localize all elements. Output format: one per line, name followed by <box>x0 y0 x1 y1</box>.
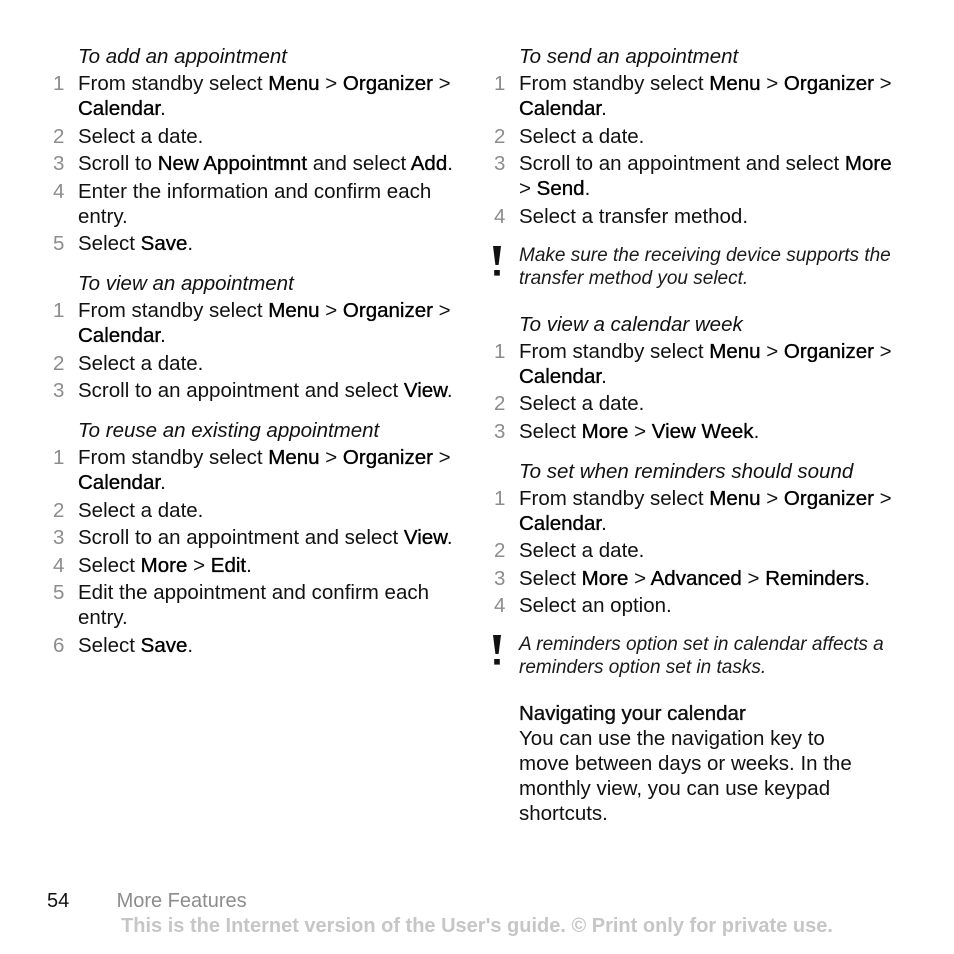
copyright-notice: This is the Internet version of the User's guide. © Print only for private use. <box>121 915 833 937</box>
ui-term: Organizer <box>783 72 874 95</box>
ui-term: Organizer <box>342 299 433 322</box>
step-item <box>50 580 460 630</box>
step-text <box>519 538 901 563</box>
step-text <box>78 445 460 495</box>
ui-term: Calendar <box>78 471 161 494</box>
ui-term: Calendar <box>519 364 602 388</box>
ui-term: Menu <box>709 72 761 95</box>
step-number: 2 <box>53 124 65 148</box>
ui-term: Calendar <box>519 97 602 120</box>
step-text-run: Select a transfer method. <box>519 204 749 228</box>
step-number: 1 <box>494 486 506 510</box>
step-item <box>50 231 460 256</box>
step-text <box>78 633 460 658</box>
step-text-run: Scroll to an appointment and select <box>519 152 845 175</box>
step-item <box>50 378 460 403</box>
step-text <box>519 124 901 149</box>
step-number: 1 <box>53 299 65 322</box>
step-text-run: . <box>160 97 166 120</box>
step-text <box>519 204 901 229</box>
ui-term: Add <box>410 152 448 175</box>
step-text-run: From standby select <box>519 72 710 95</box>
step-item <box>50 553 460 578</box>
step-item <box>50 525 460 550</box>
step-item <box>491 71 901 121</box>
step-number: 3 <box>494 152 506 175</box>
step-item <box>50 71 460 121</box>
step-text <box>78 580 460 630</box>
step-text <box>78 298 460 348</box>
step-number: 1 <box>494 339 506 363</box>
step-number: 5 <box>53 232 65 255</box>
step-number: 4 <box>53 553 65 577</box>
step-number: 2 <box>494 392 506 415</box>
step-item <box>491 124 901 149</box>
note-reminders <box>519 633 901 679</box>
step-number: 5 <box>53 581 65 604</box>
step-list <box>50 71 460 256</box>
ui-term: More <box>844 152 892 175</box>
step-text-run: > <box>319 446 343 469</box>
step-text <box>519 71 901 121</box>
step-text-run: Select <box>78 232 141 255</box>
step-number: 1 <box>494 72 506 95</box>
step-text-run: Select <box>519 566 582 590</box>
step-number: 6 <box>53 633 65 657</box>
step-text-run: > <box>760 339 784 363</box>
step-number: 3 <box>53 526 65 549</box>
step-number: 3 <box>53 152 65 175</box>
step-text-run: . <box>601 511 607 535</box>
step-text <box>519 339 901 389</box>
page-footer <box>47 889 247 913</box>
step-text-run: > <box>873 72 892 95</box>
ui-term: Menu <box>709 486 761 510</box>
section-title: To view an appointment <box>78 272 294 295</box>
step-text-run: Select <box>78 553 141 577</box>
step-text-run: Select <box>78 633 141 657</box>
ui-term: Menu <box>268 299 320 322</box>
step-list <box>491 486 901 619</box>
section-title: To set when reminders should sound <box>519 459 854 483</box>
step-list <box>491 71 901 229</box>
section-title: To send an appointment <box>519 45 739 68</box>
step-item <box>491 486 901 536</box>
step-text-run: . <box>601 97 607 120</box>
step-text-run: Select <box>519 419 582 443</box>
step-list <box>491 339 901 444</box>
section-reuse-appointment <box>50 418 460 658</box>
ui-term: More <box>581 419 629 443</box>
step-text-run: From standby select <box>519 486 710 510</box>
ui-term: View <box>403 526 447 549</box>
ui-term: Calendar <box>519 511 602 535</box>
step-text-run: > <box>519 177 537 200</box>
ui-term: Calendar <box>78 324 161 347</box>
step-text <box>78 231 460 256</box>
step-text <box>519 566 901 591</box>
ui-term: Organizer <box>342 446 433 469</box>
step-text-run: > <box>432 72 451 95</box>
step-item <box>491 538 901 563</box>
step-text <box>78 525 460 550</box>
step-number: 3 <box>53 379 65 402</box>
step-number: 4 <box>494 594 506 617</box>
right-column <box>491 44 901 826</box>
step-text-run: . <box>160 471 166 494</box>
step-text-run: From standby select <box>78 72 269 95</box>
ui-term: Save <box>140 232 188 255</box>
step-text <box>78 553 460 578</box>
paragraph-navigating: You can use the navigation key to move between days or weeks. In the monthly view, you can use keypad shortcuts. <box>519 727 852 825</box>
ui-term: Advanced <box>650 566 742 590</box>
step-text <box>78 179 460 229</box>
step-number: 4 <box>53 179 65 203</box>
ui-term: Edit <box>210 553 247 577</box>
step-text-run: From standby select <box>78 446 269 469</box>
step-item <box>491 151 901 201</box>
exclamation-icon <box>491 635 503 669</box>
step-item <box>50 498 460 523</box>
section-view-appointment <box>50 271 460 403</box>
step-item <box>491 339 901 389</box>
step-text-run: > <box>319 299 343 322</box>
step-text-run: Select a date. <box>519 124 645 148</box>
step-number: 2 <box>494 124 506 148</box>
ui-term: Menu <box>709 339 761 363</box>
step-item <box>50 633 460 658</box>
note-transfer <box>519 244 901 290</box>
step-text-run: > <box>760 486 784 510</box>
ui-term: New Appointmnt <box>157 152 308 175</box>
step-text <box>78 351 460 376</box>
ui-term: Menu <box>268 72 320 95</box>
step-item <box>491 204 901 229</box>
step-item <box>491 391 901 416</box>
note-text: A reminders option set in calendar affects a reminders option set in tasks. <box>519 634 884 678</box>
step-text <box>78 124 460 149</box>
step-text-run: . <box>246 553 252 577</box>
step-list <box>50 445 460 658</box>
step-text-run: > <box>628 566 651 590</box>
step-text-run: > <box>873 486 892 510</box>
step-text-run: . <box>160 324 166 347</box>
step-number: 4 <box>494 204 506 228</box>
step-number: 2 <box>494 539 506 562</box>
step-text-run: . <box>187 633 194 657</box>
section-send-appointment <box>491 44 901 229</box>
step-text-run: Scroll to an appointment and select <box>78 379 404 402</box>
step-text-run: . <box>187 232 194 255</box>
ui-term: Organizer <box>783 339 874 363</box>
step-item <box>50 124 460 149</box>
step-text-run: Select a date. <box>519 539 645 562</box>
section-title: To view a calendar week <box>519 312 743 336</box>
step-text-run: . <box>584 177 591 200</box>
step-text-run: Edit the appointment and confirm each entry. <box>78 581 429 629</box>
subheading-navigating: Navigating your calendar <box>519 702 746 725</box>
section-title: To add an appointment <box>78 45 287 68</box>
note-text: Make sure the receiving device supports the transfer method you select. <box>519 244 891 289</box>
step-text-run: Scroll to an appointment and select <box>78 526 404 549</box>
section-view-week <box>491 312 901 444</box>
step-text-run: > <box>873 339 892 363</box>
ui-term: More <box>581 566 629 590</box>
ui-term: Send <box>536 177 585 200</box>
step-text <box>78 498 460 523</box>
section-reminders <box>491 459 901 619</box>
section-title: To reuse an existing appointment <box>78 419 380 442</box>
step-text-run: > <box>432 446 451 469</box>
step-text-run: Select an option. <box>519 594 672 617</box>
ui-term: Save <box>140 633 188 657</box>
step-item <box>491 566 901 591</box>
exclamation-icon <box>491 246 503 280</box>
step-text <box>519 391 901 416</box>
step-number: 2 <box>53 498 65 522</box>
step-text <box>519 486 901 536</box>
step-text-run: . <box>447 152 453 175</box>
ui-term: Organizer <box>783 486 874 510</box>
step-text-run: Select a date. <box>78 498 204 522</box>
ui-term: Menu <box>268 446 320 469</box>
step-text <box>78 378 460 403</box>
left-column <box>50 44 460 673</box>
footer-section-title: More Features <box>116 890 247 912</box>
step-text-run: . <box>864 566 871 590</box>
step-text-run: and select <box>307 152 411 175</box>
step-number: 1 <box>53 72 65 95</box>
step-number: 2 <box>53 351 65 375</box>
step-text-run: . <box>446 379 453 402</box>
step-text-run: > <box>187 553 211 577</box>
step-item <box>491 593 901 618</box>
step-text-run: > <box>628 419 652 443</box>
step-text <box>519 419 901 444</box>
step-text-run: From standby select <box>78 299 269 322</box>
step-text-run: . <box>601 364 607 388</box>
ui-term: View <box>403 379 447 402</box>
step-item <box>50 298 460 348</box>
step-text-run: Scroll to <box>78 152 158 175</box>
step-number: 3 <box>494 566 506 590</box>
step-text-run: . <box>446 526 453 549</box>
step-text-run: > <box>319 72 343 95</box>
step-item <box>491 419 901 444</box>
ui-term: Calendar <box>78 97 161 120</box>
step-text <box>519 151 901 201</box>
step-text-run: Enter the information and confirm each entry. <box>78 179 432 228</box>
ui-term: Organizer <box>342 72 433 95</box>
section-add-appointment <box>50 44 460 256</box>
step-item <box>50 151 460 176</box>
step-item <box>50 179 460 229</box>
step-text-run: . <box>753 419 760 443</box>
page-number: 54 <box>47 890 70 912</box>
step-text-run: > <box>432 299 451 322</box>
step-text-run: > <box>741 566 766 590</box>
step-number: 3 <box>494 419 506 443</box>
step-text-run: Select a date. <box>78 124 204 148</box>
step-number: 1 <box>53 446 65 469</box>
ui-term: More <box>140 553 188 577</box>
step-text-run: > <box>760 72 784 95</box>
step-text-run: From standby select <box>519 339 710 363</box>
step-text <box>78 71 460 121</box>
step-item <box>50 445 460 495</box>
ui-term: Reminders <box>765 566 865 590</box>
step-text <box>78 151 460 176</box>
step-item <box>50 351 460 376</box>
step-text-run: Select a date. <box>78 351 204 375</box>
ui-term: View Week <box>651 419 754 443</box>
step-list <box>50 298 460 403</box>
step-text-run: Select a date. <box>519 392 645 415</box>
step-text <box>519 593 901 618</box>
